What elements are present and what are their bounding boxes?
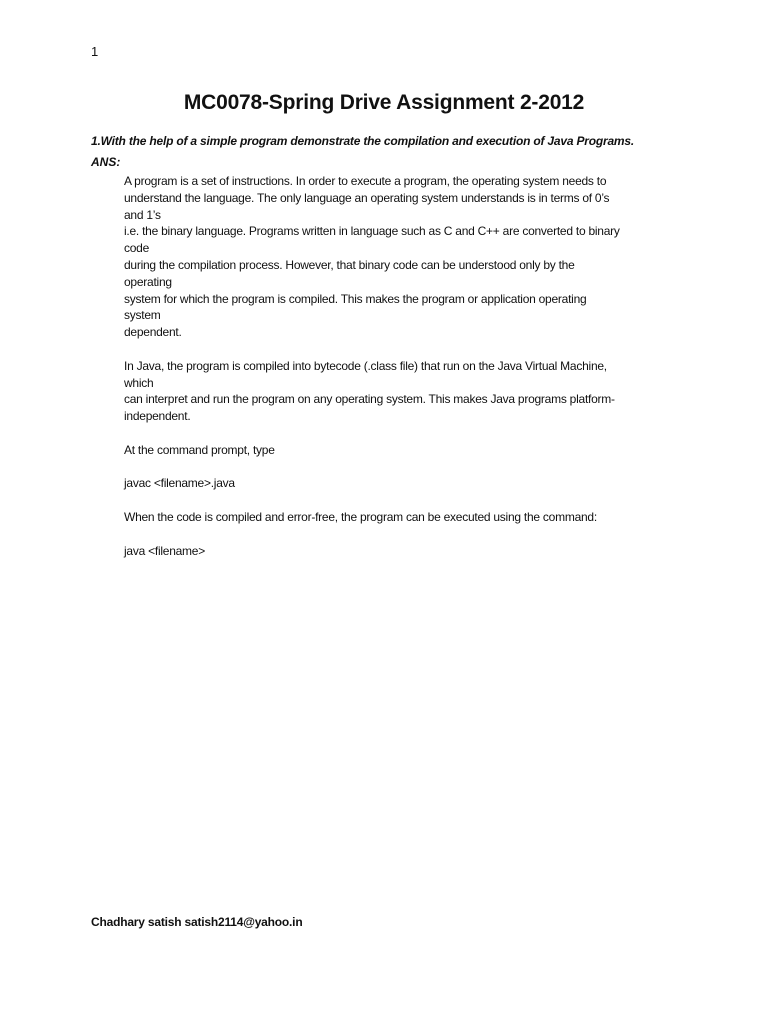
question-text: 1.With the help of a simple program demonstrate the compilation and execution of Java Programs. — [91, 134, 635, 148]
paragraph-spacer — [124, 526, 670, 543]
compile-command: javac <filename>.java — [124, 476, 235, 491]
paragraph-line: In Java, the program is compiled into bytecode (.class file) that run on the Java Virtual Machine, — [124, 358, 607, 373]
paragraph-line: and 1’s — [124, 207, 161, 222]
answer-label: ANS: — [91, 155, 121, 169]
paragraph-line: during the compilation process. However, that binary code can be understood only by the — [124, 257, 575, 272]
paragraph-line: A program is a set of instructions. In order to execute a program, the operating system needs to — [124, 174, 607, 188]
paragraph-line: i.e. the binary language. Programs written in language such as C and C++ are converted to binary — [124, 224, 620, 239]
answer-body — [124, 173, 670, 559]
paragraph-spacer — [124, 492, 670, 509]
paragraph-spacer — [124, 459, 670, 476]
run-command: java <filename> — [124, 543, 205, 558]
paragraph-line: understand the language. The only language an operating system understands is in terms of 0’s — [124, 190, 610, 205]
paragraph-line: can interpret and run the program on any operating system. This makes Java programs platform- — [124, 392, 615, 407]
page-number: 1 — [91, 44, 99, 59]
paragraph-line: dependent. — [124, 325, 182, 340]
paragraph-line: system — [124, 308, 161, 323]
paragraph-line: which — [124, 375, 154, 390]
paragraph-line: operating — [124, 274, 172, 289]
paragraph-spacer — [124, 341, 670, 358]
command-prompt-text: At the command prompt, type — [124, 442, 275, 457]
document-title: MC0078-Spring Drive Assignment 2-2012 — [183, 91, 585, 114]
paragraph-line: independent. — [124, 409, 191, 424]
paragraph-line: code — [124, 241, 150, 256]
paragraph-line: system for which the program is compiled. This makes the program or application operating — [124, 291, 587, 306]
paragraph-spacer — [124, 425, 670, 442]
execute-text: When the code is compiled and error-free, the program can be executed using the command: — [124, 509, 597, 524]
footer-author: Chadhary satish satish2114@yahoo.in — [91, 915, 303, 929]
